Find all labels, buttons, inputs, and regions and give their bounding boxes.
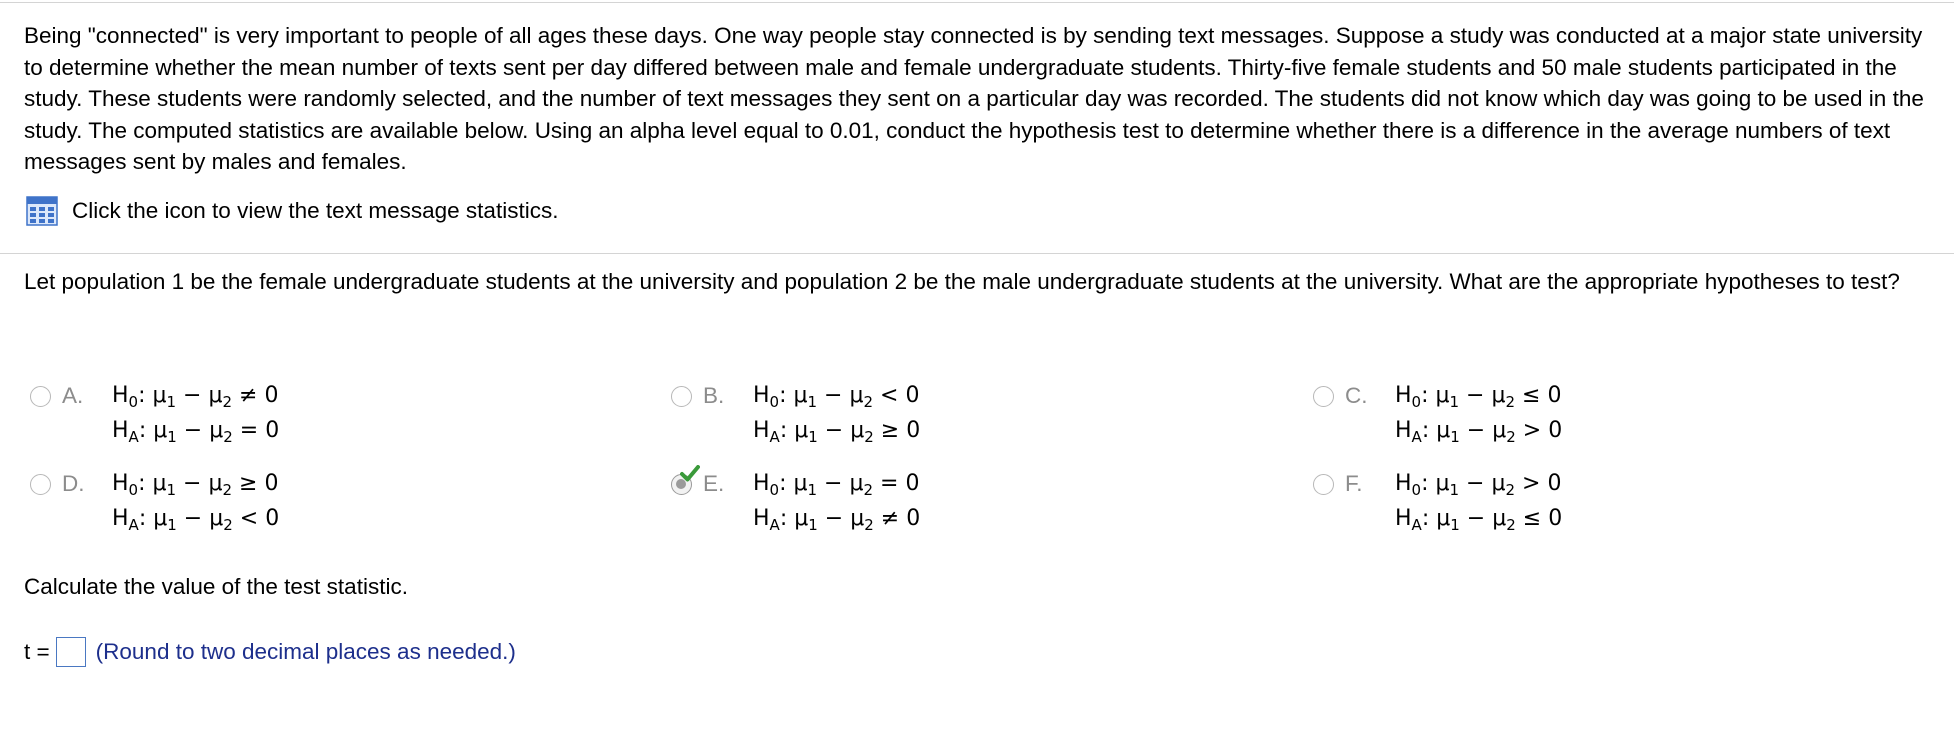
- h-symbol: H: [112, 506, 129, 531]
- choice-a-radio[interactable]: [30, 386, 51, 407]
- colon: :: [138, 418, 147, 443]
- choice-d-null-hypothesis: [112, 466, 279, 501]
- zero: 0: [906, 506, 921, 531]
- mu-symbol: μ: [794, 506, 809, 531]
- mu-subscript-1: 1: [807, 393, 818, 411]
- colon: :: [779, 506, 788, 531]
- mu-subscript-2: 2: [222, 481, 233, 499]
- choice-d-null-operator: ≥: [239, 471, 258, 496]
- choice-f-alt-hypothesis: [1395, 501, 1562, 536]
- alt-subscript: A: [769, 428, 780, 446]
- mu-symbol: μ: [793, 383, 808, 408]
- choice-d-alt-hypothesis: [112, 501, 279, 536]
- mu-symbol: μ: [152, 383, 167, 408]
- choice-e-null-operator: =: [880, 471, 899, 496]
- view-statistics-link[interactable]: [26, 195, 558, 227]
- mu-symbol: μ: [209, 418, 224, 443]
- mu-symbol: μ: [794, 418, 809, 443]
- colon: :: [1421, 471, 1429, 496]
- minus-sign: −: [817, 383, 850, 408]
- h-symbol: H: [1395, 383, 1412, 408]
- choice-e-alt-operator: ≠: [880, 506, 900, 531]
- minus-sign: −: [1459, 418, 1493, 443]
- choice-c-letter: C.: [1345, 383, 1368, 408]
- colon: :: [779, 418, 788, 443]
- alt-subscript: A: [128, 516, 139, 534]
- t-statistic-input[interactable]: [56, 637, 86, 667]
- alt-subscript: A: [769, 516, 780, 534]
- mu-subscript-2: 2: [863, 481, 874, 499]
- mu-symbol: μ: [152, 471, 167, 496]
- null-subscript: 0: [769, 393, 780, 411]
- h-symbol: H: [112, 471, 129, 496]
- choice-c-null-operator: ≤: [1522, 383, 1541, 408]
- choice-b-radio[interactable]: [671, 386, 692, 407]
- null-subscript: 0: [1411, 393, 1422, 411]
- mu-subscript-1: 1: [1450, 428, 1460, 446]
- choice-a-hypotheses: [112, 378, 279, 448]
- choice-c-alt-operator: >: [1522, 418, 1542, 443]
- mu-subscript-2: 2: [1505, 393, 1516, 411]
- mu-subscript-2: 2: [223, 428, 233, 446]
- mu-symbol: μ: [1491, 471, 1506, 496]
- alt-subscript: A: [1411, 516, 1422, 534]
- mu-symbol: μ: [208, 471, 223, 496]
- null-subscript: 0: [769, 481, 780, 499]
- mu-subscript-2: 2: [864, 516, 874, 534]
- mu-subscript-1: 1: [1449, 481, 1460, 499]
- choice-b-hypotheses: [753, 378, 920, 448]
- zero: 0: [265, 418, 280, 443]
- choice-a-alt-operator: =: [239, 418, 259, 443]
- choice-b-null-hypothesis: [753, 378, 920, 413]
- null-subscript: 0: [1411, 481, 1422, 499]
- mu-subscript-2: 2: [223, 516, 233, 534]
- minus-sign: −: [1459, 506, 1493, 531]
- minus-sign: −: [176, 418, 210, 443]
- choice-e-hypotheses: [753, 466, 920, 536]
- choice-c-null-hypothesis: [1395, 378, 1562, 413]
- zero: 0: [1548, 418, 1563, 443]
- minus-sign: −: [817, 506, 851, 531]
- mu-symbol: μ: [153, 506, 168, 531]
- calculate-prompt: Calculate the value of the test statistic.: [24, 574, 408, 599]
- mu-subscript-1: 1: [166, 393, 177, 411]
- choice-c-alt-hypothesis: [1395, 413, 1562, 448]
- choice-a-alt-hypothesis: [112, 413, 279, 448]
- zero: 0: [906, 418, 921, 443]
- colon: :: [138, 506, 147, 531]
- rounding-hint: (Round to two decimal places as needed.): [95, 639, 516, 664]
- mu-symbol: μ: [850, 506, 865, 531]
- zero: 0: [1547, 471, 1562, 496]
- mu-symbol: μ: [1435, 383, 1450, 408]
- minus-sign: −: [176, 506, 210, 531]
- zero: 0: [264, 383, 279, 408]
- minus-sign: −: [176, 383, 209, 408]
- choice-f-letter: F.: [1345, 471, 1363, 496]
- mu-symbol: μ: [208, 383, 223, 408]
- choice-d-hypotheses: [112, 466, 279, 536]
- choice-f-alt-operator: ≤: [1522, 506, 1542, 531]
- question-text: Let population 1 be the female undergraduate students at the university and population 2 be the male undergraduate students at the university. What are the appropriate hypotheses to test?: [24, 269, 1900, 294]
- null-subscript: 0: [128, 481, 139, 499]
- choice-b-alt-operator: ≥: [880, 418, 900, 443]
- choice-b-null-operator: <: [880, 383, 899, 408]
- zero: 0: [265, 506, 280, 531]
- zero: 0: [1548, 506, 1563, 531]
- colon: :: [779, 383, 787, 408]
- mu-subscript-2: 2: [1505, 481, 1516, 499]
- mu-subscript-1: 1: [166, 481, 177, 499]
- mu-symbol: μ: [209, 506, 224, 531]
- mu-symbol: μ: [849, 471, 864, 496]
- mu-symbol: μ: [1491, 383, 1506, 408]
- h-symbol: H: [1395, 418, 1412, 443]
- mu-symbol: μ: [1492, 418, 1507, 443]
- h-symbol: H: [753, 471, 770, 496]
- t-statistic-row: [24, 634, 516, 670]
- mu-symbol: μ: [793, 471, 808, 496]
- choice-f-null-hypothesis: [1395, 466, 1562, 501]
- alt-subscript: A: [1411, 428, 1422, 446]
- h-symbol: H: [1395, 471, 1412, 496]
- zero: 0: [905, 383, 920, 408]
- h-symbol: H: [112, 383, 129, 408]
- choice-a-null-operator: ≠: [239, 383, 258, 408]
- choice-e-letter: E.: [703, 471, 725, 496]
- colon: :: [1421, 383, 1429, 408]
- choice-c-hypotheses: [1395, 378, 1562, 448]
- zero: 0: [905, 471, 920, 496]
- mu-symbol: μ: [1436, 506, 1451, 531]
- mu-symbol: μ: [153, 418, 168, 443]
- mu-subscript-1: 1: [808, 516, 818, 534]
- mu-symbol: μ: [1436, 418, 1451, 443]
- h-symbol: H: [753, 506, 770, 531]
- mu-subscript-2: 2: [1506, 516, 1516, 534]
- problem-statement: Being "connected" is very important to people of all ages these days. One way people stay connected is by sending text messages. Suppose a study was conducted at a major state university to determine whether the mean number of texts sent per day differed between male and female undergraduate students. Thirty-five female students and 50 male students participated in the study. These students were randomly selected, and the number of text messages they sent on a particular day was recorded. The students did not know which day was going to be used in the study. The computed statistics are available below. Using an alpha level equal to 0.01, conduct the hypothesis test to determine whether there is a difference in the average numbers of text messages sent by males and females.: [24, 23, 1924, 174]
- zero: 0: [264, 471, 279, 496]
- choice-d-alt-operator: <: [239, 506, 259, 531]
- colon: :: [1421, 506, 1430, 531]
- mu-subscript-1: 1: [1450, 516, 1460, 534]
- choice-b-alt-hypothesis: [753, 413, 920, 448]
- minus-sign: −: [1459, 471, 1492, 496]
- minus-sign: −: [1459, 383, 1492, 408]
- minus-sign: −: [817, 471, 850, 496]
- minus-sign: −: [176, 471, 209, 496]
- choice-d-radio[interactable]: [30, 474, 51, 495]
- checkmark-icon: [680, 463, 700, 489]
- choice-e-null-hypothesis: [753, 466, 920, 501]
- mu-subscript-2: 2: [222, 393, 233, 411]
- choice-b-letter: B.: [703, 383, 725, 408]
- mu-subscript-2: 2: [863, 393, 874, 411]
- mu-subscript-1: 1: [167, 516, 177, 534]
- minus-sign: −: [817, 418, 851, 443]
- choice-a-letter: A.: [62, 383, 84, 408]
- mu-subscript-1: 1: [807, 481, 818, 499]
- h-symbol: H: [753, 418, 770, 443]
- mu-subscript-1: 1: [808, 428, 818, 446]
- mu-symbol: μ: [1492, 506, 1507, 531]
- colon: :: [779, 471, 787, 496]
- mu-symbol: μ: [850, 418, 865, 443]
- choice-c-radio[interactable]: [1313, 386, 1334, 407]
- choice-f-null-operator: >: [1522, 471, 1541, 496]
- mu-symbol: μ: [849, 383, 864, 408]
- mu-subscript-2: 2: [864, 428, 874, 446]
- alt-subscript: A: [128, 428, 139, 446]
- h-symbol: H: [753, 383, 770, 408]
- choice-f-radio[interactable]: [1313, 474, 1334, 495]
- mu-subscript-2: 2: [1506, 428, 1516, 446]
- choice-a-null-hypothesis: [112, 378, 279, 413]
- mu-symbol: μ: [1435, 471, 1450, 496]
- choice-d-letter: D.: [62, 471, 85, 496]
- view-statistics-label[interactable]: Click the icon to view the text message statistics.: [72, 198, 559, 223]
- h-symbol: H: [112, 418, 129, 443]
- section-divider: [0, 253, 1954, 254]
- t-statistic-label: t =: [24, 639, 50, 664]
- null-subscript: 0: [128, 393, 139, 411]
- mu-subscript-1: 1: [1449, 393, 1460, 411]
- zero: 0: [1547, 383, 1562, 408]
- top-divider: [0, 2, 1954, 3]
- colon: :: [138, 471, 146, 496]
- colon: :: [138, 383, 146, 408]
- mu-subscript-1: 1: [167, 428, 177, 446]
- colon: :: [1421, 418, 1430, 443]
- h-symbol: H: [1395, 506, 1412, 531]
- choice-f-hypotheses: [1395, 466, 1562, 536]
- choice-e-alt-hypothesis: [753, 501, 920, 536]
- table-grid-icon[interactable]: [26, 196, 58, 226]
